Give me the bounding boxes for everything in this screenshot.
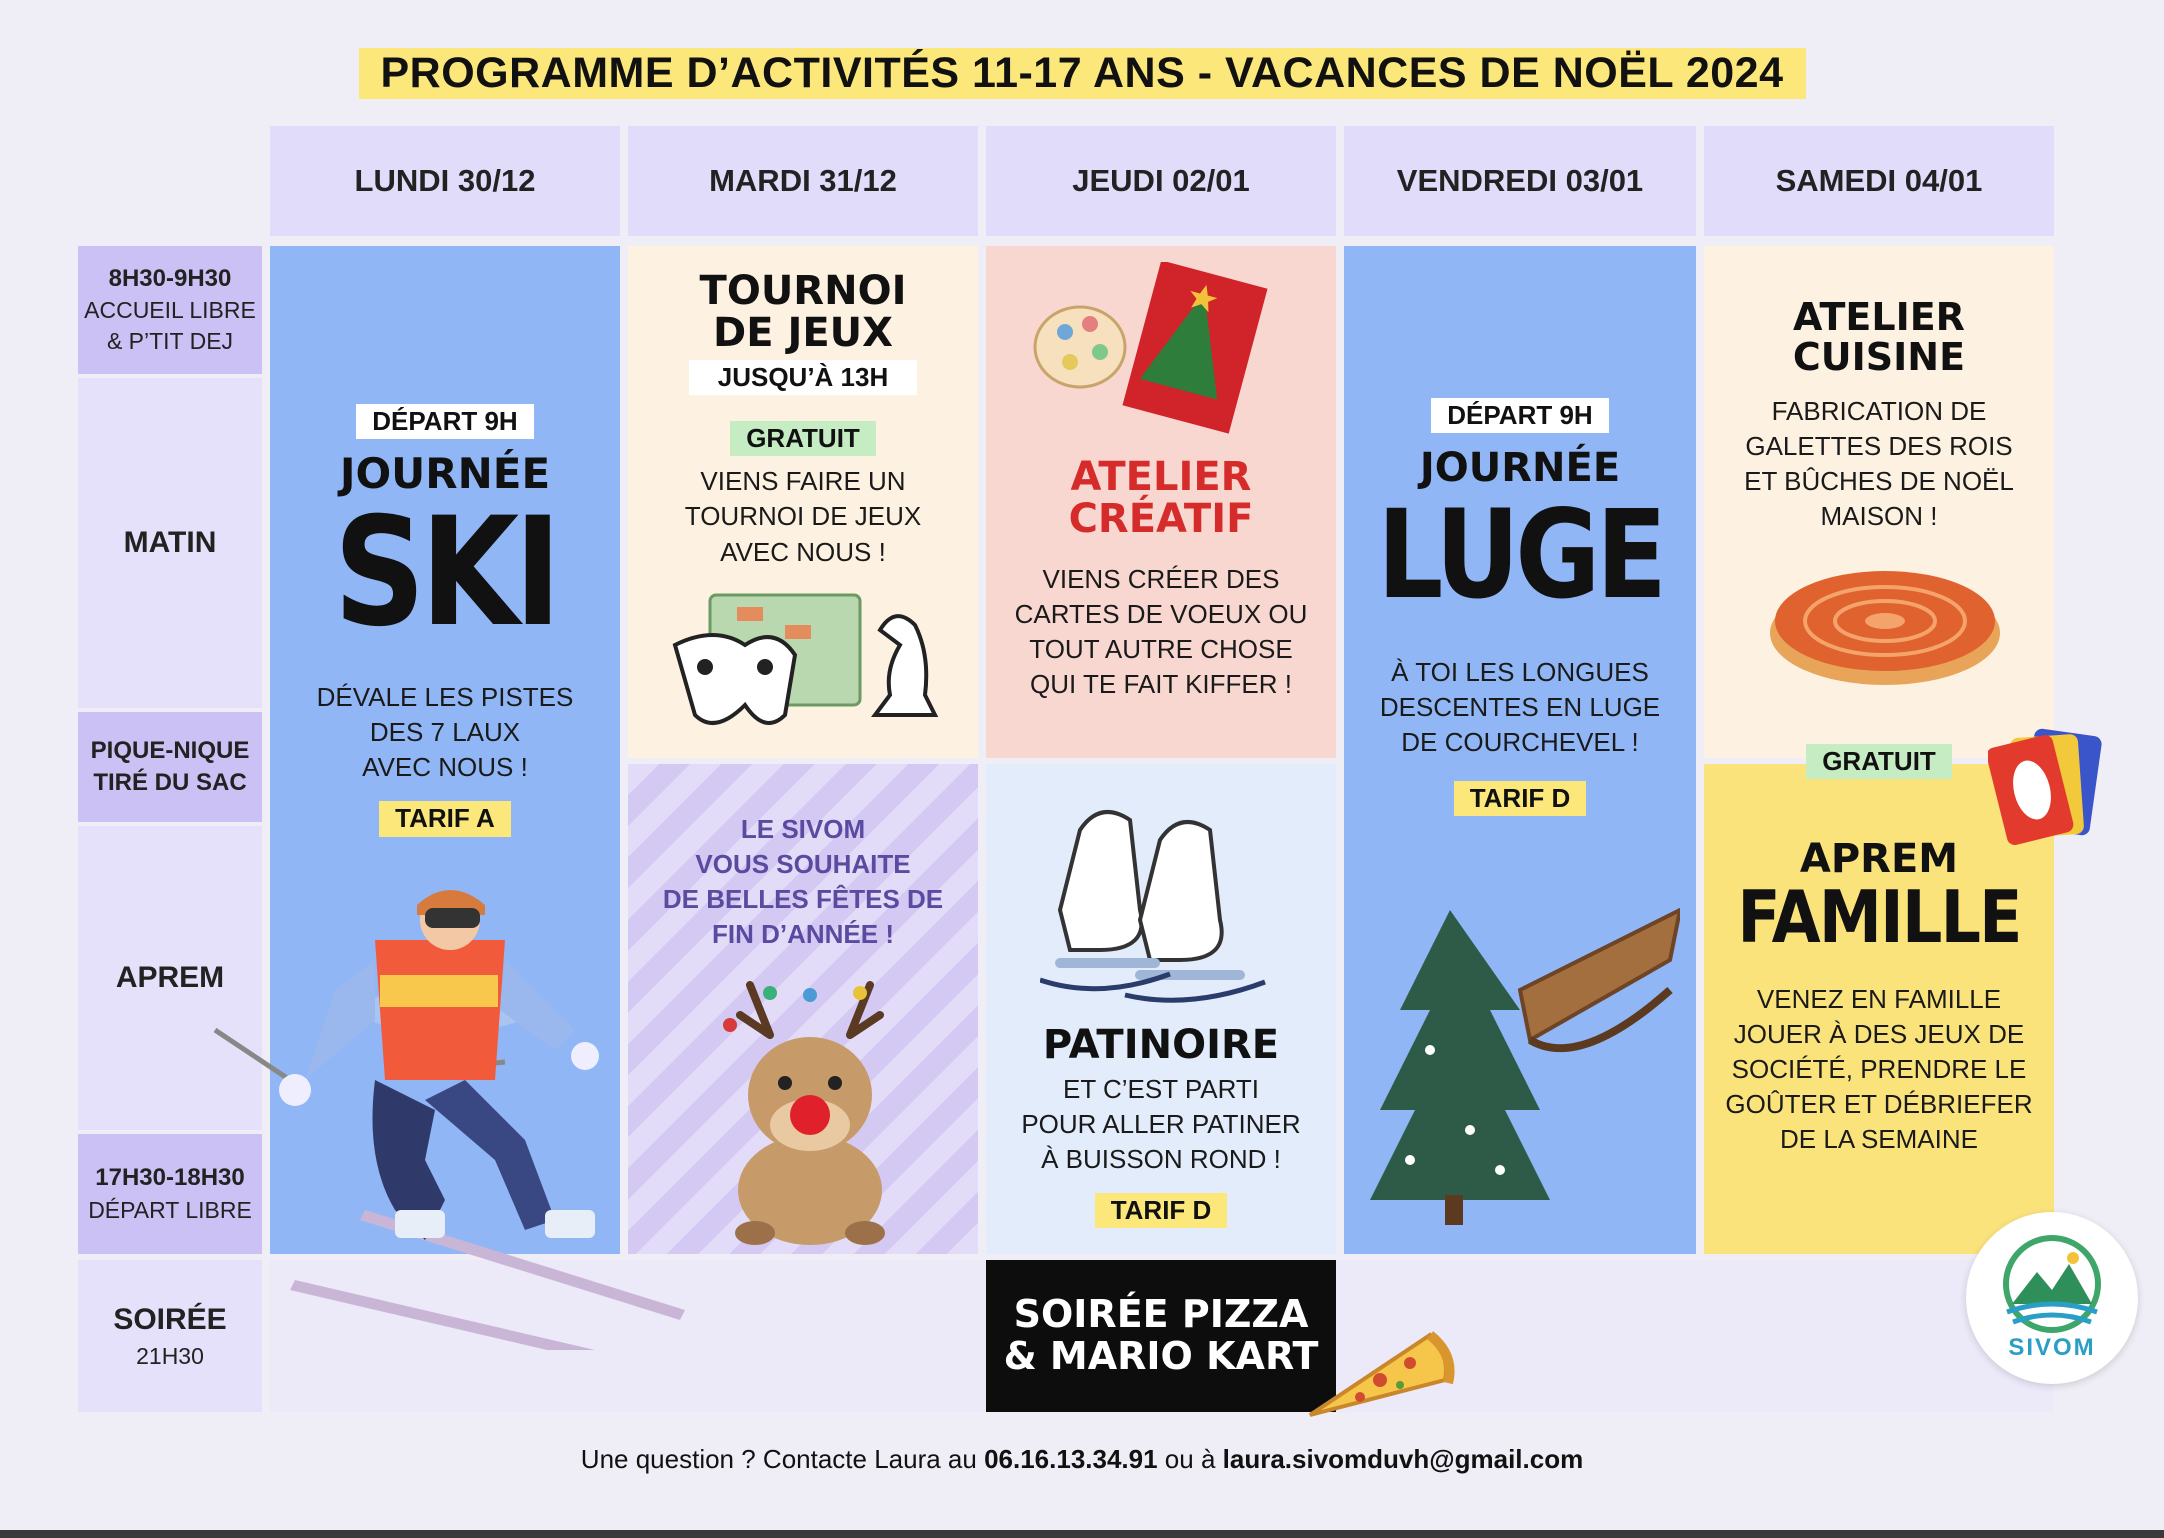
wish-line-4: FIN D’ANNÉE ! (712, 919, 894, 950)
pizza-illustration (1300, 1325, 1460, 1430)
vendredi-title-2: LUGE (1377, 484, 1663, 627)
samedi-title-1: ATELIER (1793, 295, 1965, 339)
samedi-desc-3: ET BÛCHES DE NOËL (1744, 465, 2014, 496)
patinoire-content (986, 1022, 1336, 1228)
wish-line-1: LE SIVOM (740, 814, 866, 844)
games-illustration (655, 585, 955, 735)
samedi-desc-1: FABRICATION DE (1771, 395, 1987, 426)
accueil-time: 8H30-9H30 (108, 264, 232, 292)
soiree-title-1: SOIRÉE PIZZA (1013, 1292, 1309, 1337)
page-title: PROGRAMME D’ACTIVITÉS 11-17 ANS - VACANCES DE NOËL 2024 (359, 48, 1806, 99)
title-wrap (0, 48, 2164, 99)
samedi-gratuit-tag: GRATUIT (1806, 744, 1952, 779)
patinoire-desc-3: À BUISSON ROND ! (1041, 1144, 1281, 1175)
jeudi-desc-3: TOUT AUTRE CHOSE (1029, 634, 1293, 665)
mardi-desc-3: AVEC NOUS ! (720, 536, 886, 567)
patinoire-desc-1: ET C’EST PARTI (1062, 1074, 1259, 1104)
accueil-label-2: & P’TIT DEJ (106, 328, 234, 355)
sled-tree-illustration (1370, 870, 1680, 1230)
day-header-mardi: MARDI 31/12 (628, 126, 978, 236)
lundi-desc-1: DÉVALE LES PISTES (316, 682, 574, 713)
samedi-desc-2: GALETTES DES ROIS (1745, 430, 2013, 461)
footer-prefix: Une question ? Contacte Laura au (580, 1444, 985, 1474)
lundi-desc-2: DES 7 LAUX (369, 717, 521, 748)
soiree-time: 21H30 (136, 1342, 204, 1369)
vendredi-tarif-tag: TARIF D (1454, 781, 1587, 816)
slot-piquenique (78, 712, 262, 822)
famille-content (1704, 838, 2054, 1157)
day-header-vendredi: VENDREDI 03/01 (1344, 126, 1696, 236)
matin-label: MATIN (123, 525, 217, 559)
famille-desc-1: VENEZ EN FAMILLE (1756, 983, 2002, 1014)
mardi-gratuit-tag: GRATUIT (730, 421, 876, 456)
famille-desc-2: JOUER À DES JEUX DE (1733, 1018, 2025, 1049)
soiree-title-2: & MARIO KART (1003, 1334, 1319, 1378)
vendredi-title-1: JOURNÉE (1419, 445, 1621, 492)
mardi-title-1: TOURNOI (699, 268, 907, 314)
lundi-title-2: SKI (333, 486, 557, 661)
soiree-label: SOIRÉE (113, 1303, 227, 1337)
sivom-logo (1966, 1212, 2138, 1384)
vendredi-desc-1: À TOI LES LONGUES (1391, 657, 1649, 688)
vendredi-desc-3: DE COURCHEVEL ! (1401, 727, 1639, 758)
footer-phone[interactable]: 06.16.13.34.91 (984, 1444, 1158, 1474)
jeudi-title-1: ATELIER (1070, 454, 1252, 500)
lundi-depart-tag: DÉPART 9H (356, 404, 533, 439)
day-header-lundi: LUNDI 30/12 (270, 126, 620, 236)
patinoire-desc-2: POUR ALLER PATINER (1021, 1109, 1301, 1140)
samedi-desc-4: MAISON ! (1820, 501, 1938, 532)
footer-middle: ou à (1157, 1444, 1223, 1474)
mardi-until-tag: JUSQU’À 13H (689, 360, 917, 395)
famille-title-2: FAMILLE (1737, 875, 2021, 959)
jeudi-desc-4: QUI TE FAIT KIFFER ! (1030, 669, 1292, 700)
lundi-desc-3: AVEC NOUS ! (362, 752, 528, 783)
famille-desc-5: DE LA SEMAINE (1780, 1123, 1978, 1154)
skier-illustration (195, 880, 695, 1350)
mardi-title-2: DE JEUX (713, 310, 893, 356)
jeudi-desc-2: CARTES DE VOEUX OU (1014, 599, 1308, 630)
slot-matin (78, 378, 262, 708)
samedi-content (1704, 295, 2054, 534)
day-header-jeudi: JEUDI 02/01 (986, 126, 1336, 236)
lundi-content (270, 404, 620, 837)
skates-illustration (1040, 790, 1280, 1005)
vendredi-desc-2: DESCENTES EN LUGE (1379, 692, 1661, 723)
wish-line-2: VOUS SOUHAITE (695, 849, 911, 880)
piquenique-label-2: TIRÉ DU SAC (93, 769, 247, 796)
famille-desc-3: SOCIÉTÉ, PRENDRE LE (1731, 1053, 2027, 1084)
mardi-content (628, 270, 978, 570)
jeudi-desc-1: VIENS CRÉER DES (1042, 564, 1280, 594)
jeudi-content (986, 456, 1336, 702)
aprem-label: APREM (115, 960, 225, 994)
accueil-label: ACCUEIL LIBRE (84, 297, 256, 324)
cards-illustration (1988, 726, 2104, 846)
famille-title-1: APREM (1799, 836, 1959, 882)
vendredi-depart-tag: DÉPART 9H (1431, 398, 1608, 433)
mardi-desc-2: TOURNOI DE JEUX (684, 501, 922, 532)
bottom-bar (0, 1530, 2164, 1538)
slot-accueil (78, 246, 262, 374)
mardi-desc-1: VIENS FAIRE UN (700, 466, 906, 497)
depart-label: DÉPART LIBRE (88, 1196, 252, 1223)
footer-email[interactable]: laura.sivomduvh@gmail.com (1222, 1444, 1584, 1474)
lundi-title-1: JOURNÉE (339, 449, 551, 499)
mountain-icon (1987, 1234, 2117, 1334)
vendredi-content (1344, 398, 1696, 816)
galette-illustration (1765, 555, 2005, 690)
depart-time: 17H30-18H30 (95, 1164, 245, 1192)
creative-illustration (1030, 262, 1270, 447)
logo-text: SIVOM (2008, 1334, 2096, 1361)
jeudi-title-2: CRÉATIF (1068, 496, 1254, 542)
footer (0, 1444, 2164, 1475)
soiree-pizza-box (986, 1260, 1336, 1412)
lundi-tarif-tag: TARIF A (379, 801, 511, 836)
patinoire-title: PATINOIRE (1042, 1022, 1280, 1068)
samedi-title-2: CUISINE (1792, 334, 1966, 379)
day-header-samedi: SAMEDI 04/01 (1704, 126, 2054, 236)
piquenique-label: PIQUE-NIQUE (90, 736, 250, 764)
patinoire-tarif-tag: TARIF D (1095, 1193, 1228, 1228)
famille-desc-4: GOÛTER ET DÉBRIEFER (1725, 1088, 2033, 1119)
reindeer-illustration (710, 975, 910, 1255)
wish-line-3: DE BELLES FÊTES DE (662, 884, 944, 915)
mardi-wishes (628, 812, 978, 952)
